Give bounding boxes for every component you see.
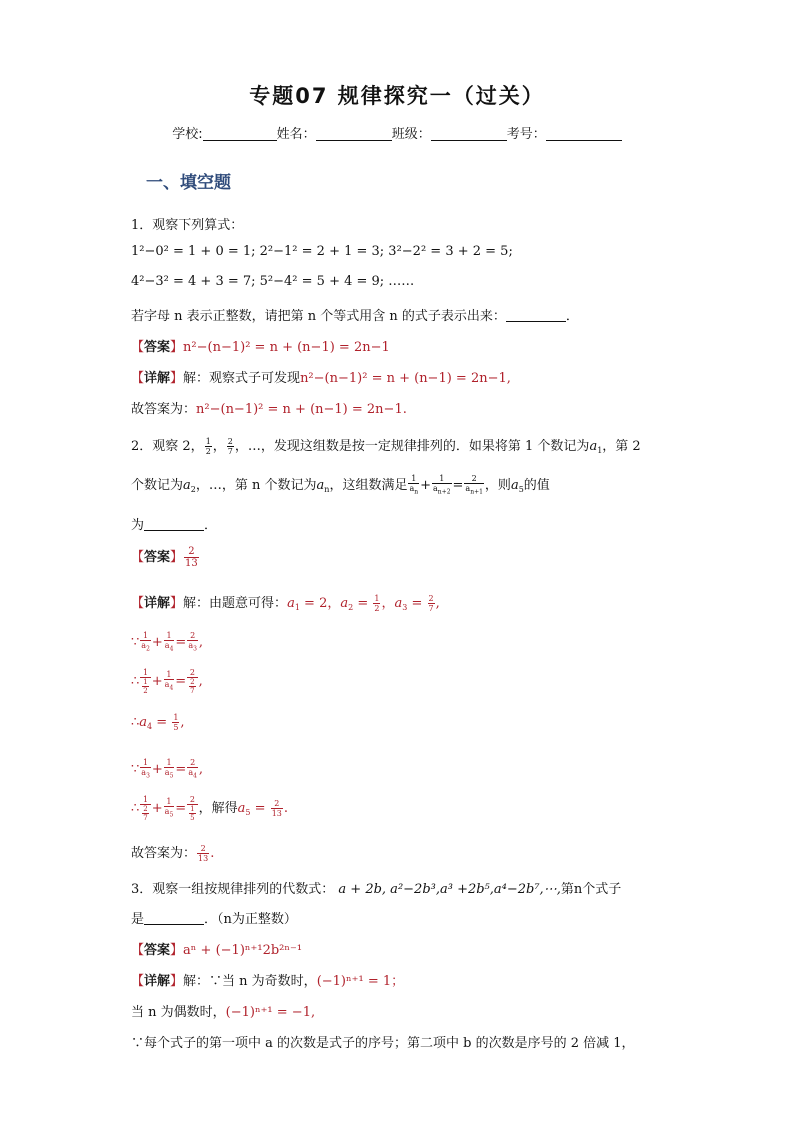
q2-line2-b: ，…，第 n 个数记为 xyxy=(195,478,317,493)
q3-even-text: 当 n 为偶数时， xyxy=(131,1005,226,1020)
q3-detail-expr: (−1)ⁿ⁺¹ = 1； xyxy=(316,974,405,989)
q2-detail-line xyxy=(131,592,440,613)
q1-ask xyxy=(131,305,579,324)
q2-detail-expr: $a_1 = 2$，$a_2$ = $\frac{1}{2}$ ，$a_3$ = $\frac{2}{7}$ , xyxy=(287,594,440,613)
q2-step-2: ∴ $\frac{1}{\frac{1}{2}}$ + $\frac{1}{a_4}$ = $\frac{2}{\frac{2}{7}}$ , xyxy=(131,668,203,695)
q1-ask-text: 若字母 n 表示正整数，请把第 n 个等式用含 n 的式子表示出来： xyxy=(131,309,506,324)
q2-frac-2-7: $\frac{2}{7}$ xyxy=(227,437,233,456)
q2-line2-d: ，则 xyxy=(484,478,511,493)
q1-row1: 1²−0² = 1 + 0 = 1; 2²−1² = 2 + 1 = 3; 3²−2² = 3 + 2 = 5; xyxy=(131,244,513,259)
q2-line3 xyxy=(131,514,217,533)
q2-line2-e: 的值 xyxy=(523,478,550,493)
name-label: 姓名： xyxy=(276,127,316,142)
q2-answer-line xyxy=(131,546,200,569)
q3-answer: aⁿ + (−1)ⁿ⁺¹2b²ⁿ⁻¹ xyxy=(183,943,303,958)
q3-line2-a: 是 xyxy=(131,912,145,927)
q2-stem: 2．观察 2， $\frac{1}{2}$ ， $\frac{2}{7}$ ，…，发现这组数是按一定规律排列的．如果将第 1 个数记为$a_1$，第 2 xyxy=(131,437,641,456)
q3-stem-b: 第n个式子 xyxy=(560,882,622,897)
q2-step-1: ∵ $\frac{1}{a_2}$ + $\frac{1}{a_4}$ = $\frac{2}{a_3}$ , xyxy=(131,631,204,653)
q3-even-expr: (−1)ⁿ⁺¹ = −1, xyxy=(225,1005,316,1020)
id-label: 考号： xyxy=(506,127,546,142)
q1-answer-blank[interactable] xyxy=(506,309,566,322)
q2-stem-a: 2．观察 2， xyxy=(131,439,204,454)
q3-stem-a: 3．观察一组按规律排列的代数式： xyxy=(131,882,335,897)
q3-answer-blank[interactable] xyxy=(144,912,204,925)
q2-line3-b: ． xyxy=(204,518,218,533)
frac-2-an1: $\frac{2}{a_{n+1}}$ xyxy=(465,474,483,496)
q2-solve-text: ，解得 xyxy=(198,801,238,816)
q1-ask-end: ． xyxy=(565,309,579,324)
q2-step-3: $\therefore a_4$ = $\frac{1}{5}$ , xyxy=(131,713,185,732)
detail-tag: 【详解】 xyxy=(131,974,184,989)
q1-stem: 1．观察下列算式： xyxy=(131,218,244,233)
class-label: 班级： xyxy=(391,127,431,142)
q2-conclude-text: 故答案为： xyxy=(131,846,197,861)
q1-conclude-line xyxy=(131,398,407,417)
q3-even-line xyxy=(131,1001,315,1020)
page-title: 专题07 规律探究一（过关） xyxy=(249,84,545,108)
q3-answer-line xyxy=(131,939,302,958)
q2-answer-blank[interactable] xyxy=(144,518,204,531)
school-label: 学校: xyxy=(172,127,203,142)
frac-1-an: $\frac{1}{a_n}$ xyxy=(409,474,419,496)
frac-1-an2: $\frac{1}{a_{n+2}}$ xyxy=(433,474,451,496)
q1-detail-line xyxy=(131,367,511,386)
q1-detail-expr: n²−(n−1)² = n + (n−1) = 2n−1, xyxy=(300,371,511,386)
name-blank[interactable] xyxy=(316,126,392,141)
q2-stem-b: ，…，发现这组数是按一定规律排列的．如果将第 1 个数记为 xyxy=(234,439,590,454)
q2-detail-text: 解：由题意可得： xyxy=(183,596,288,611)
q1-conclude-expr: n²−(n−1)² = n + (n−1) = 2n−1. xyxy=(196,402,407,417)
q3-detail-line xyxy=(131,970,404,989)
student-info-line xyxy=(0,123,794,142)
q3-last-line: ∵每个式子的第一项中 a 的次数是式子的序号；第二项中 b 的次数是序号的 2 倍减 1， xyxy=(131,1036,635,1051)
section-title: 一、填空题 xyxy=(146,173,231,193)
q3-detail-text: 解：∵当 n 为奇数时， xyxy=(183,974,317,989)
q1-row2: 4²−3² = 4 + 3 = 7; 5²−4² = 5 + 4 = 9; …… xyxy=(131,274,415,289)
q2-line2-a: 个数记为 xyxy=(131,478,184,493)
q2-answer-frac: $\frac{2}{13}$ xyxy=(185,546,198,569)
answer-tag: 【答案】 xyxy=(131,550,184,565)
q2-frac-1-2: $\frac{1}{2}$ xyxy=(205,437,211,456)
answer-tag: 【答案】 xyxy=(131,943,184,958)
q2-step-5: ∴ $\frac{1}{\frac{2}{7}}$ + $\frac{1}{a_5}$ = $\frac{2}{\frac{1}{5}}$ ，解得$a_5$ = $\frac{2}{13}$ . xyxy=(131,795,289,822)
q2-conclude-line: 故答案为： $\frac{2}{13}$ . xyxy=(131,844,215,863)
q3-line2 xyxy=(131,908,297,927)
id-blank[interactable] xyxy=(546,126,622,141)
answer-tag: 【答案】 xyxy=(131,340,184,355)
school-blank[interactable] xyxy=(203,126,277,141)
q1-detail-text: 解：观察式子可发现 xyxy=(183,371,301,386)
q2-step-4: ∵ $\frac{1}{a_3}$ + $\frac{1}{a_5}$ = $\frac{2}{a_4}$ , xyxy=(131,758,204,780)
class-blank[interactable] xyxy=(431,126,507,141)
q2-line2-c: ，这组数满足 xyxy=(329,478,408,493)
q2-stem-c: ，第 2 xyxy=(602,439,641,454)
q3-line2-b: ．（n为正整数） xyxy=(204,912,297,927)
q1-conclude-text: 故答案为： xyxy=(131,402,197,417)
q1-answer: n²−(n−1)² = n + (n−1) = 2n−1 xyxy=(183,340,390,355)
q2-line2: 个数记为$a_2$，…，第 n 个数记为$a_n$，这组数满足 $\frac{1}{a_n}$ + $\frac{1}{a_{n+2}}$ = $\frac{2}{a_{n+1}}$ ，则$a_5$的值 xyxy=(131,474,550,496)
q3-stem-expr: a + 2b, a²−2b³,a³ +2b⁵,a⁴−2b⁷,⋯, xyxy=(338,882,561,897)
detail-tag: 【详解】 xyxy=(131,371,184,386)
q2-line3-a: 为 xyxy=(131,518,145,533)
detail-tag: 【详解】 xyxy=(131,596,184,611)
q3-stem xyxy=(131,878,621,897)
q1-answer-line xyxy=(131,336,390,355)
